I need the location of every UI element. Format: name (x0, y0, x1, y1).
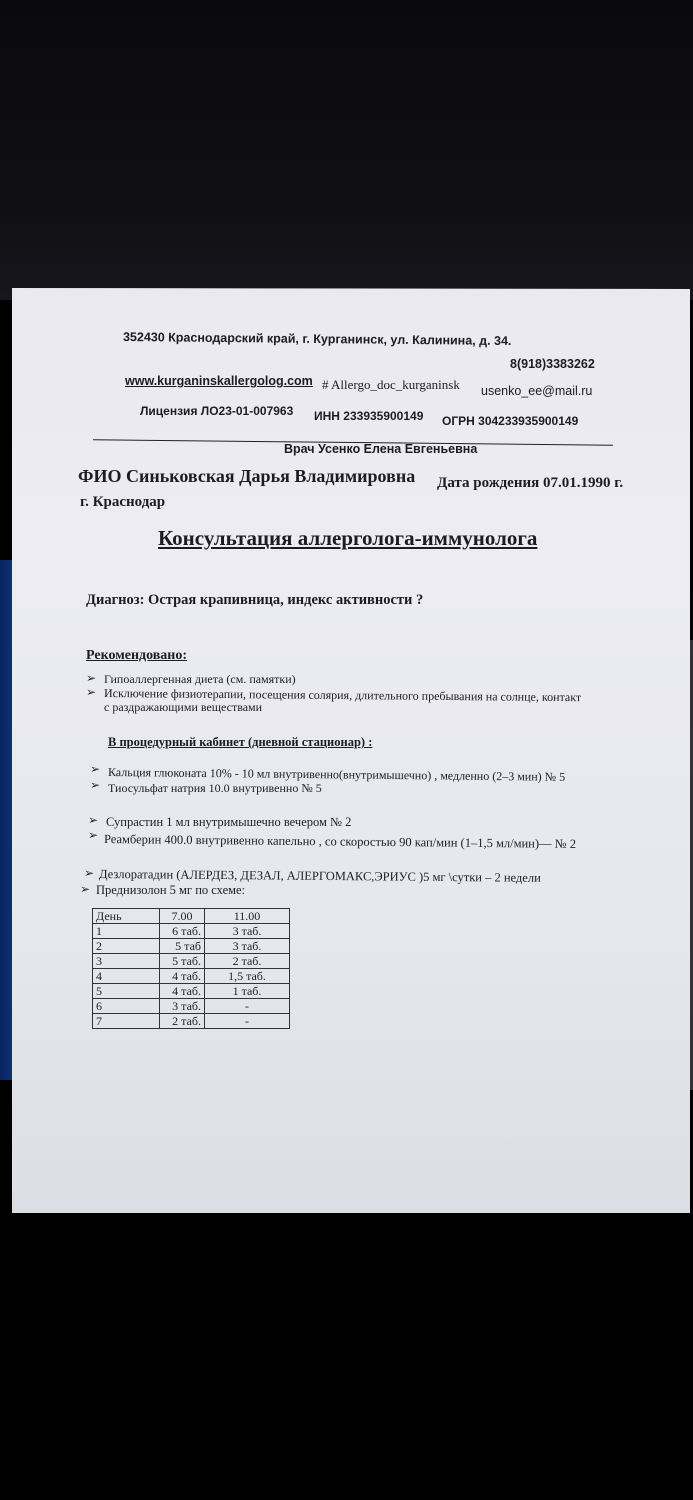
recommended-heading: Рекомендовано: (86, 648, 188, 663)
medication-item: Дезлоратадин (АЛЕРДЕЗ, ДЕЗАЛ, АЛЕРГОМАКС,ЭРИУС )5 мг \сутки – 2 недели (98, 867, 541, 885)
patient-fio: ФИО Синьковская Дарья Владимировна (78, 466, 416, 486)
patient-city: г. Краснодар (80, 494, 166, 510)
header-ogrn: ОГРН 304233935900149 (442, 414, 579, 428)
table-header-cell: 7.00 (160, 909, 205, 924)
diagnosis: Диагноз: Острая крапивница, индекс активности ? (86, 592, 424, 608)
patient-dob: Дата рождения 07.01.1990 г. (437, 475, 624, 491)
procedure-item: Тиосульфат натрия 10.0 внутривенно № 5 (108, 781, 322, 795)
bullet-arrow-icon: ➢ (86, 685, 97, 699)
bullet-arrow-icon: ➢ (80, 882, 91, 896)
table-cell: 1 (93, 924, 160, 939)
prednisolone-schedule-table (92, 908, 290, 1029)
recommendation-item: Исключение физиотерапии, посещения солярия, длительного пребывания на солнце, контакт (103, 686, 582, 705)
header-website[interactable]: www.kurganinskallergolog.com (125, 374, 313, 388)
table-row (93, 954, 290, 969)
table-cell: 2 таб. (160, 1014, 205, 1029)
header-hashtag: # Allergo_doc_kurganinsk (322, 377, 460, 392)
background-top (0, 0, 693, 300)
table-row (93, 969, 290, 984)
table-cell: 3 таб. (205, 924, 290, 939)
table-cell: 4 таб. (160, 984, 205, 999)
header-inn: ИНН 233935900149 (314, 409, 424, 423)
table-cell: 5 таб. (160, 954, 205, 969)
bullet-arrow-icon: ➢ (86, 671, 97, 685)
table-cell: 6 (93, 999, 160, 1014)
table-header-cell: День (93, 909, 160, 924)
table-cell: 7 (93, 1014, 160, 1029)
recommendation-item: Гипоаллергенная диета (см. памятки) (104, 672, 296, 686)
table-row (93, 984, 290, 999)
table-cell: 6 таб. (160, 924, 205, 939)
table-cell: 1 таб. (205, 984, 290, 999)
procedure-item: Реамберин 400.0 внутривенно капельно , со скоростью 90 кап/мин (1–1,5 мл/мин)— № 2 (103, 832, 577, 851)
table-row (93, 939, 290, 954)
recommendation-item-continued: с раздражающими веществами (104, 700, 263, 714)
table-cell: 4 (93, 969, 160, 984)
medication-item: Преднизолон 5 мг по схеме: (96, 883, 246, 897)
table-cell: 3 таб. (205, 939, 290, 954)
procedure-heading: В процедурный кабинет (дневной стационар) : (108, 735, 373, 749)
bullet-arrow-icon: ➢ (88, 828, 99, 842)
bullet-arrow-icon: ➢ (90, 762, 101, 776)
document-sheet (12, 288, 690, 1213)
table-row (93, 999, 290, 1014)
document-title: Консультация аллерголога-иммунолога (158, 526, 538, 550)
table-row (93, 1014, 290, 1029)
table-cell: 3 таб. (160, 999, 205, 1014)
table-cell: 2 (93, 939, 160, 954)
table-header-row (93, 909, 290, 924)
header-email: usenko_ee@mail.ru (481, 384, 593, 398)
procedure-item: Супрастин 1 мл внутримышечно вечером № 2 (106, 815, 352, 829)
header-license: Лицензия ЛО23-01-007963 (140, 404, 294, 418)
table-row (93, 924, 290, 939)
header-address: 352430 Краснодарский край, г. Курганинск, ул. Калинина, д. 34. (122, 329, 512, 349)
table-cell: - (205, 1014, 290, 1029)
table-cell: 2 таб. (205, 954, 290, 969)
bullet-arrow-icon: ➢ (90, 778, 101, 792)
table-cell: 1,5 таб. (205, 969, 290, 984)
table-cell: 3 (93, 954, 160, 969)
bullet-arrow-icon: ➢ (88, 813, 99, 827)
table-cell: 4 таб. (160, 969, 205, 984)
procedure-item: Кальция глюконата 10% - 10 мл внутривенно(внутримышечно) , медленно (2–3 мин) № 5 (107, 765, 566, 784)
background-bottom (0, 1180, 693, 1500)
table-cell: - (205, 999, 290, 1014)
header-phone: 8(918)3383262 (510, 357, 595, 371)
bullet-arrow-icon: ➢ (84, 866, 95, 880)
doctor-name: Врач Усенко Елена Евгеньевна (284, 442, 478, 456)
table-cell: 5 (93, 984, 160, 999)
table-cell: 5 таб (160, 939, 205, 954)
table-header-cell: 11.00 (205, 909, 290, 924)
